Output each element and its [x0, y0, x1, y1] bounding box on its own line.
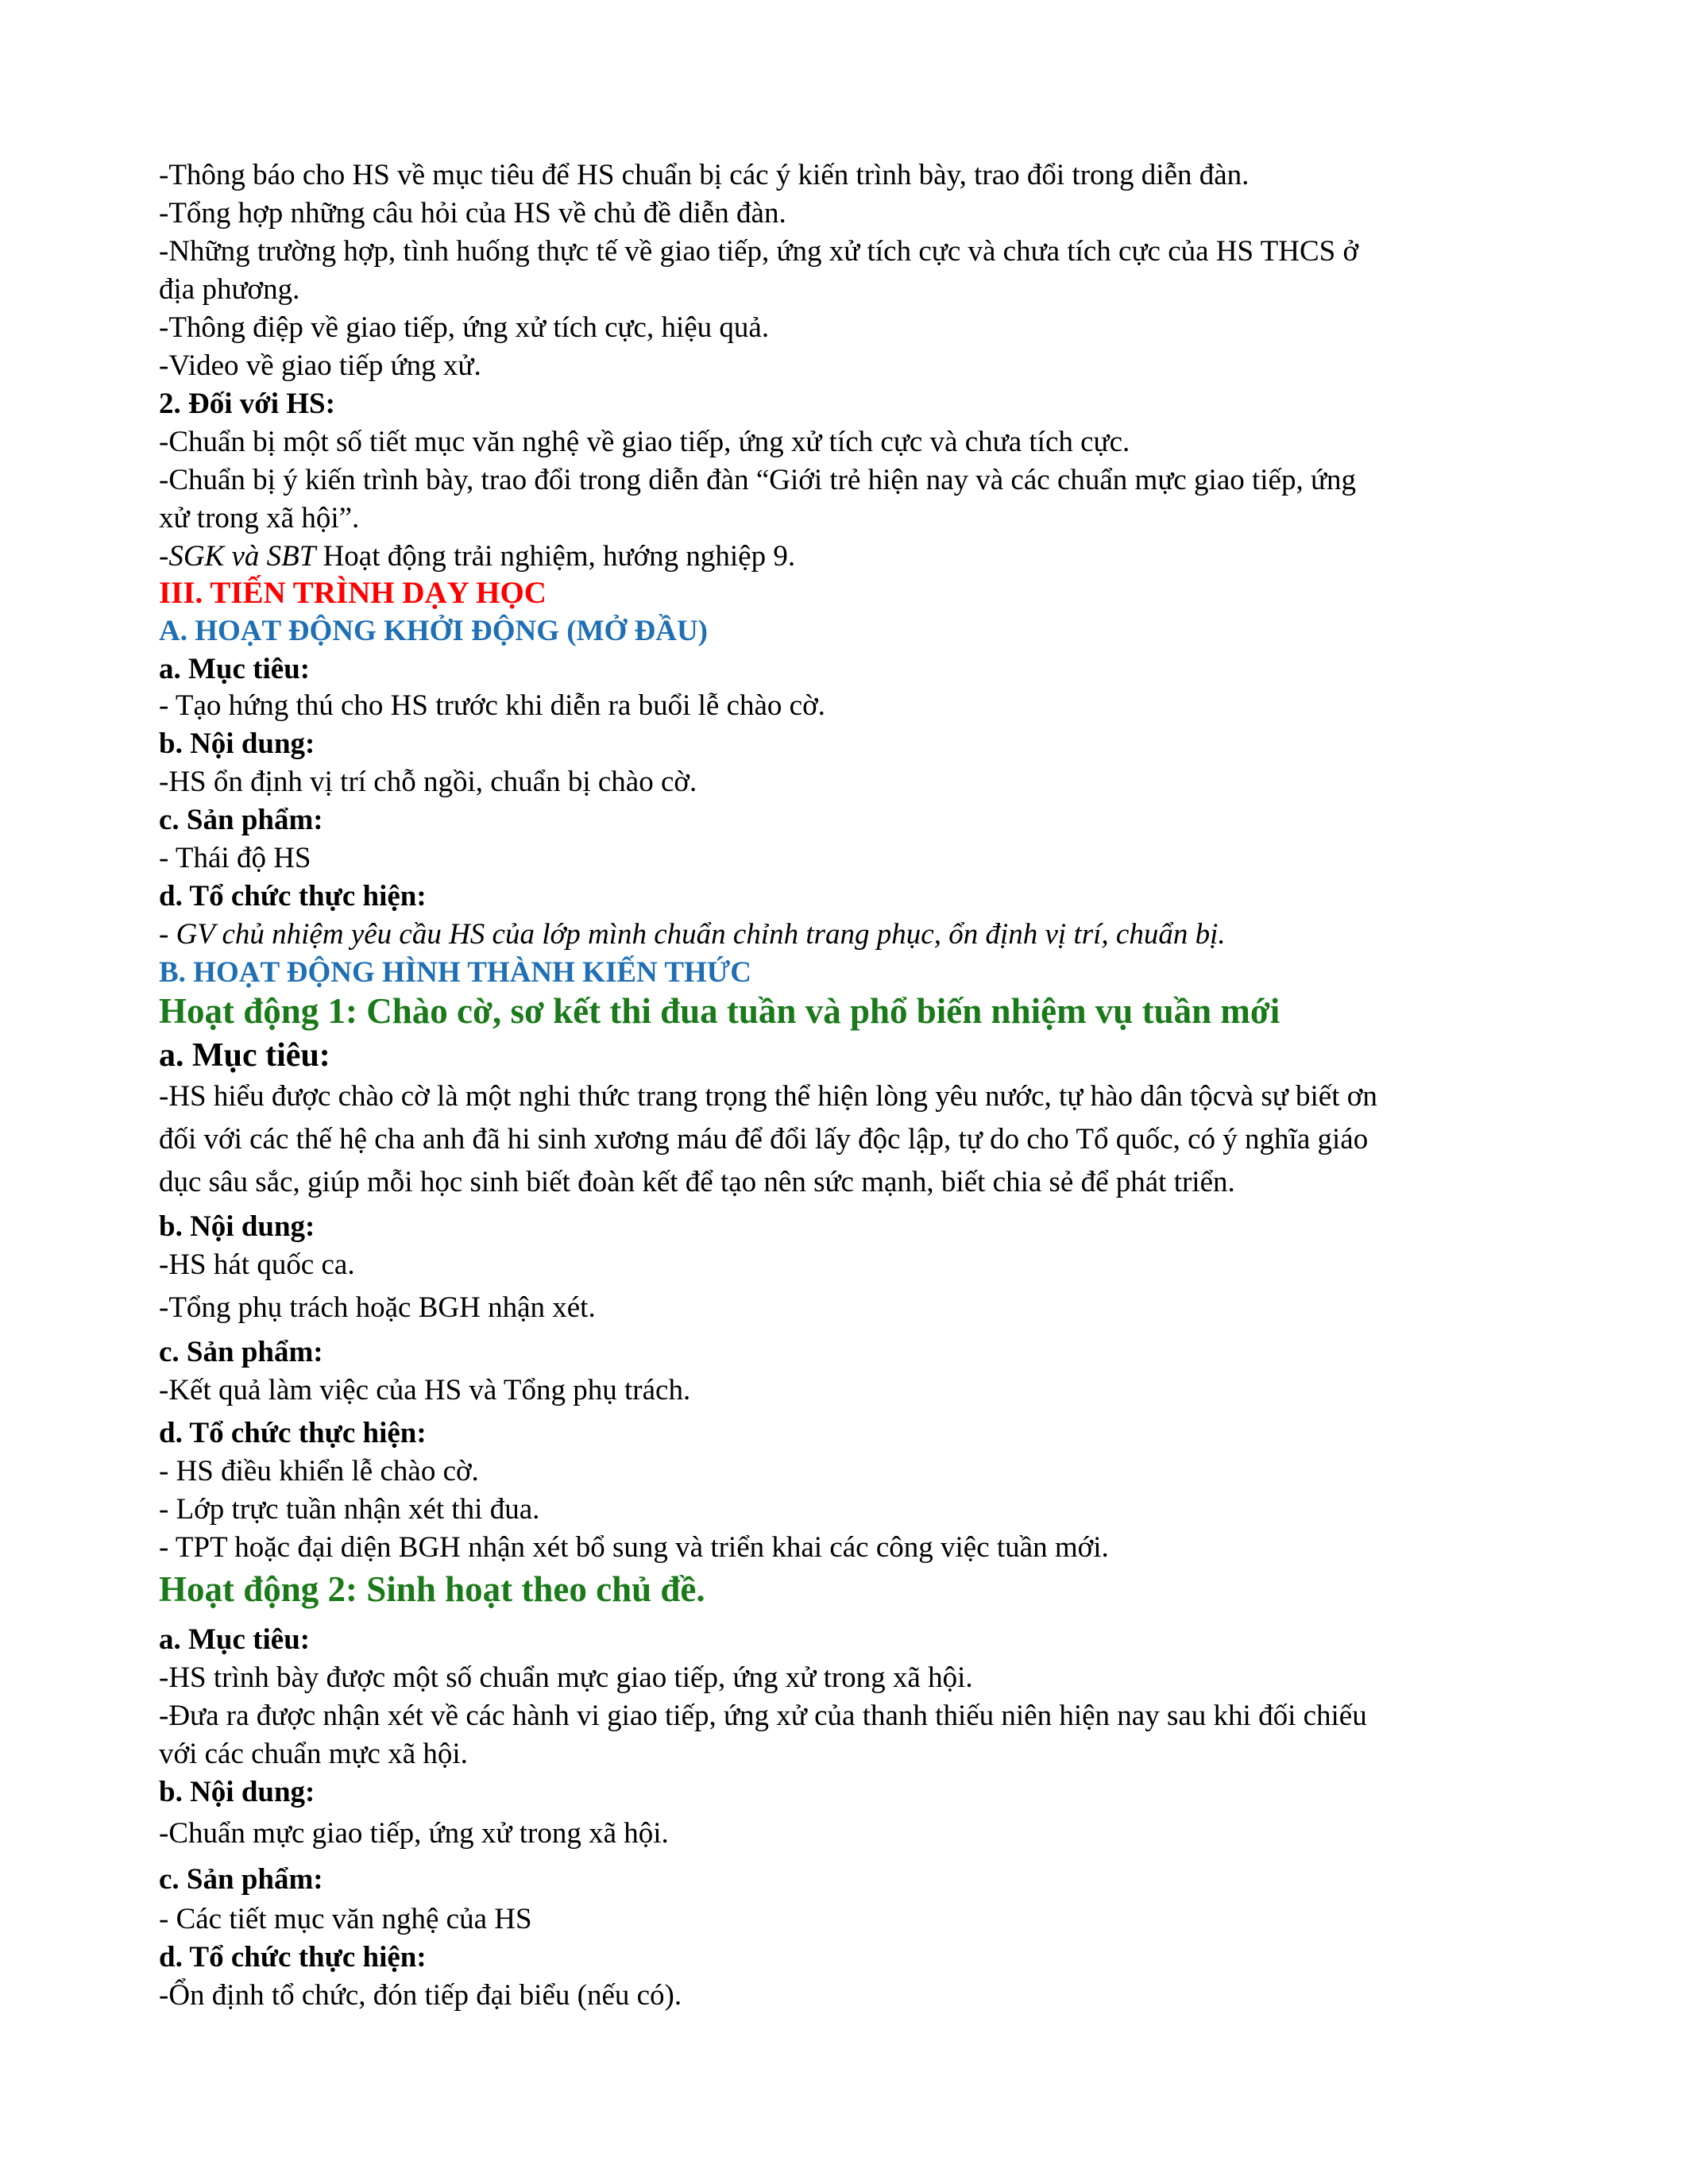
text-line: -Chuẩn mực giao tiếp, ứng xử trong xã hội. [159, 1817, 669, 1850]
text-line: -Kết quả làm việc của HS và Tổng phụ trách. [159, 1374, 691, 1406]
label-heading: b. Nội dung: [159, 1776, 315, 1808]
text-line: -Tổng hợp những câu hỏi của HS về chủ đề diễn đàn. [159, 197, 786, 230]
text-line: -Thông điệp về giao tiếp, ứng xử tích cực, hiệu quả. [159, 311, 770, 344]
section-heading: A. HOẠT ĐỘNG KHỞI ĐỘNG (MỞ ĐẦU) [159, 615, 709, 647]
text-line: - Các tiết mục văn nghệ của HS [159, 1903, 532, 1935]
italic-text: -SGK và SBT [159, 540, 316, 573]
text-line: -HS hát quốc ca. [159, 1248, 355, 1281]
text-line: -HS trình bày được một số chuẩn mực giao tiếp, ứng xử trong xã hội. [159, 1661, 973, 1694]
text-line: - HS điều khiển lễ chào cờ. [159, 1455, 479, 1488]
activity-heading: Hoạt động 1: Chào cờ, sơ kết thi đua tuần và phổ biến nhiệm vụ tuần mới [159, 991, 1280, 1031]
text-line: với các chuẩn mực xã hội. [159, 1738, 468, 1770]
text-line: -Thông báo cho HS về mục tiêu để HS chuẩn bị các ý kiến trình bày, trao đổi trong diễn đàn. [159, 159, 1250, 191]
text-line: - GV chủ nhiệm yêu cầu HS của lớp mình chuẩn chỉnh trang phục, ổn định vị trí, chuẩn bị. [159, 918, 1226, 951]
text-line: -Đưa ra được nhận xét về các hành vi giao tiếp, ứng xử của thanh thiếu niên hiện nay sau khi đối chiếu [159, 1700, 1367, 1732]
text-line: địa phương. [159, 273, 300, 306]
label-heading: d. Tổ chức thực hiện: [159, 1417, 427, 1449]
text-line: -Chuẩn bị một số tiết mục văn nghệ về giao tiếp, ứng xử tích cực và chưa tích cực. [159, 426, 1130, 458]
label-heading: c. Sản phẩm: [159, 1336, 323, 1368]
text-line: - Tạo hứng thú cho HS trước khi diễn ra buổi lễ chào cờ. [159, 689, 825, 722]
text-line [159, 538, 795, 575]
text-line: - TPT hoặc đại diện BGH nhận xét bổ sung và triển khai các công việc tuần mới. [159, 1531, 1109, 1564]
label-heading: a. Mục tiêu: [159, 653, 311, 685]
text-line: -Những trường hợp, tình huống thực tế về giao tiếp, ứng xử tích cực và chưa tích cực của HS THCS ở [159, 235, 1359, 268]
label-heading: d. Tổ chức thực hiện: [159, 880, 427, 913]
text-line: -Tổng phụ trách hoặc BGH nhận xét. [159, 1291, 596, 1324]
label-heading: c. Sản phẩm: [159, 1863, 323, 1896]
text-line: dục sâu sắc, giúp mỗi học sinh biết đoàn kết để tạo nên sức mạnh, biết chia sẻ để phát triển. [159, 1166, 1235, 1198]
subheading: 2. Đối với HS: [159, 388, 335, 420]
text-line: - Thái độ HS [159, 842, 311, 874]
label-heading: c. Sản phẩm: [159, 804, 323, 836]
label-heading: a. Mục tiêu: [159, 1623, 311, 1656]
text-line: -Chuẩn bị ý kiến trình bày, trao đổi trong diễn đàn “Giới trẻ hiện nay và các chuẩn mực giao tiếp, ứng [159, 464, 1357, 496]
label-heading: a. Mục tiêu: [159, 1037, 330, 1074]
text-line: xử trong xã hội”. [159, 502, 360, 534]
text-line: đối với các thế hệ cha anh đã hi sinh xương máu để đổi lấy độc lập, tự do cho Tổ quốc, có ý nghĩa giáo [159, 1123, 1369, 1156]
text-span: Hoạt động trải nghiệm, hướng nghiệp 9. [315, 540, 796, 573]
text-line: - Lớp trực tuần nhận xét thi đua. [159, 1493, 540, 1526]
text-line: -HS hiểu được chào cờ là một nghi thức trang trọng thể hiện lòng yêu nước, tự hào dân tộcvà sự biết ơn [159, 1080, 1377, 1113]
text-line: -Ổn định tổ chức, đón tiếp đại biểu (nếu có). [159, 1979, 682, 2012]
label-heading: d. Tổ chức thực hiện: [159, 1941, 427, 1974]
label-heading: b. Nội dung: [159, 727, 315, 760]
section-heading: III. TIẾN TRÌNH DẠY HỌC [159, 576, 547, 610]
text-line: -HS ổn định vị trí chỗ ngồi, chuẩn bị chào cờ. [159, 766, 697, 798]
text-line: -Video về giao tiếp ứng xử. [159, 349, 481, 382]
label-heading: b. Nội dung: [159, 1210, 315, 1243]
activity-heading: Hoạt động 2: Sinh hoạt theo chủ đề. [159, 1569, 705, 1609]
section-heading: B. HOẠT ĐỘNG HÌNH THÀNH KIẾN THỨC [159, 956, 751, 989]
